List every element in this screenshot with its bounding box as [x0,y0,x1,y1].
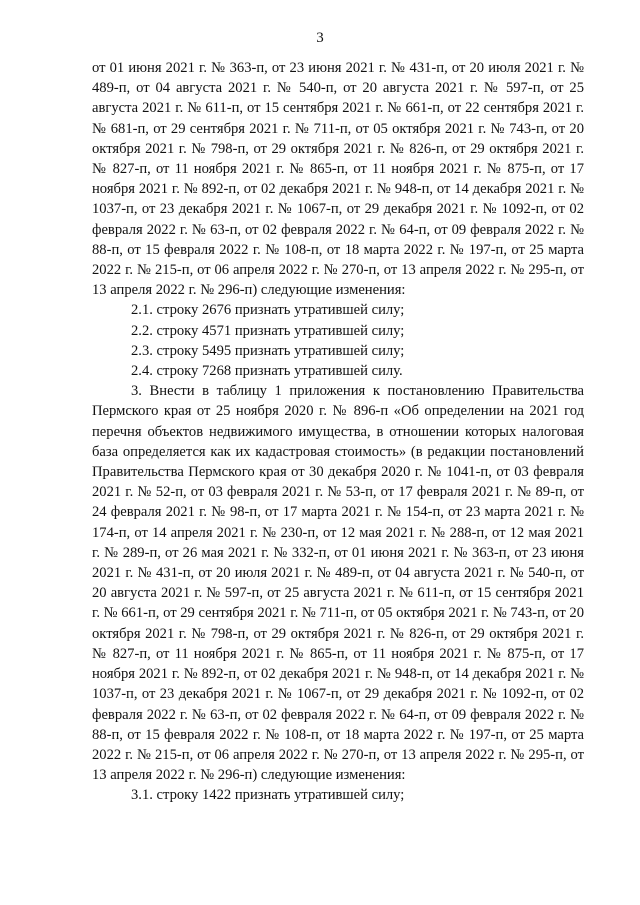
paragraph-continuation: от 01 июня 2021 г. № 363-п, от 23 июня 2021 г. № 431-п, от 20 июля 2021 г. № 489-п, от 04 августа 2021 г. № 540-п, от 20 августа 2021 г. № 597-п, от 25 августа 2021 г. № 611-п, от 15 сентября 2021 г. № 661-п, от 22 сентября 2021 г. № 681-п, от 29 сентября 2021 г. № 711-п, от 05 октября 2021 г. № 743-п, от 20 октября 2021 г. № 798-п, от 29 октября 2021 г. № 826-п, от 29 октября 2021 г. № 827-п, от 11 ноября 2021 г. № 865-п, от 11 ноября 2021 г. № 875-п, от 17 ноября 2021 г. № 892-п, от 02 декабря 2021 г. № 948-п, от 14 декабря 2021 г. № 1037-п, от 23 декабря 2021 г. № 1067-п, от 29 декабря 2021 г. № 1092-п, от 02 февраля 2022 г. № 63-п, от 02 февраля 2022 г. № 64-п, от 09 февраля 2022 г. № 88-п, от 15 февраля 2022 г. № 108-п, от 18 марта 2022 г. № 197-п, от 25 марта 2022 г. № 215-п, от 06 апреля 2022 г. № 270-п, от 13 апреля 2022 г. № 295-п, от 13 апреля 2022 г. № 296-п) следующие изменения: [92,60,584,299]
list-item-2-2: 2.2. строку 4571 признать утратившей силу; [131,322,405,339]
list-item-3-1: 3.1. строку 1422 признать утратившей силу; [131,787,405,804]
list-item-2-3: 2.3. строку 5495 признать утратившей силу; [131,342,405,359]
document-body [92,58,584,806]
paragraph-3: 3. Внести в таблицу 1 приложения к постановлению Правительства Пермского края от 25 ноября 2020 г. № 896-п «Об определении на 2021 год перечня объектов недвижимого имущества, в отношении которых налоговая база определяется как их кадастровая стоимость» (в редакции постановлений Правительства Пермского края от 30 декабря 2020 г. № 1041-п, от 03 февраля 2021 г. № 52-п, от 03 февраля 2021 г. № 53-п, от 17 февраля 2021 г. № 89-п, от 24 февраля 2021 г. № 98-п, от 17 марта 2021 г. № 154-п, от 23 марта 2021 г. № 174-п, от 14 апреля 2021 г. № 230-п, от 12 мая 2021 г. № 288-п, от 12 мая 2021 г. № 289-п, от 26 мая 2021 г. № 332-п, от 01 июня 2021 г. № 363-п, от 23 июня 2021 г. № 431-п, от 20 июля 2021 г. № 489-п, от 04 августа 2021 г. № 540-п, от 20 августа 2021 г. № 597-п, от 25 августа 2021 г. № 611-п, от 15 сентября 2021 г. № 661-п, от 29 сентября 2021 г. № 711-п, от 05 октября 2021 г. № 743-п, от 20 октября 2021 г. № 798-п, от 29 октября 2021 г. № 826-п, от 29 октября 2021 г. № 827-п, от 11 ноября 2021 г. № 865-п, от 11 ноября 2021 г. № 875-п, от 17 ноября 2021 г. № 892-п, от 02 декабря 2021 г. № 948-п, от 14 декабря 2021 г. № 1037-п, от 23 декабря 2021 г. № 1067-п, от 29 декабря 2021 г. № 1092-п, от 02 февраля 2022 г. № 63-п, от 02 февраля 2022 г. № 64-п, от 09 февраля 2022 г. № 88-п, от 15 февраля 2022 г. № 108-п, от 18 марта 2022 г. № 197-п, от 25 марта 2022 г. № 215-п, от 06 апреля 2022 г. № 270-п, от 13 апреля 2022 г. № 295-п, от 13 апреля 2022 г. № 296-п) следующие изменения: [92,383,584,784]
page-number: 3 [316,30,324,46]
list-item-2-4: 2.4. строку 7268 признать утратившей силу. [131,363,403,380]
list-item-2-1: 2.1. строку 2676 признать утратившей силу; [131,302,405,319]
